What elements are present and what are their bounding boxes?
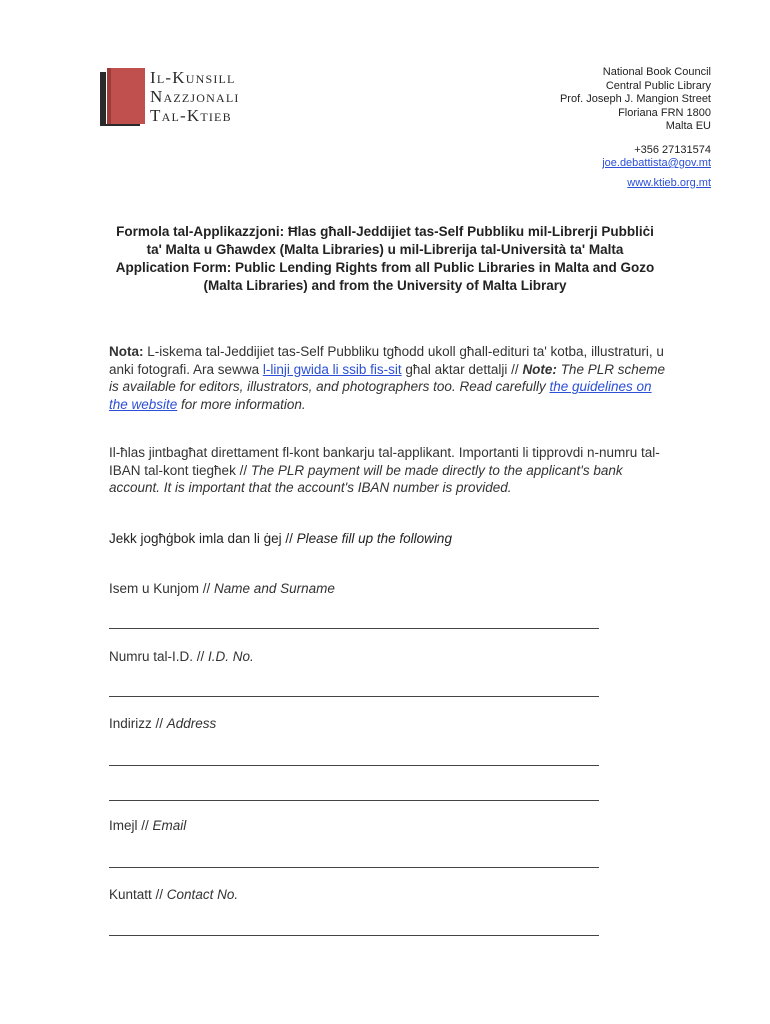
address-line: National Book Council xyxy=(602,66,711,78)
address-line: Central Public Library xyxy=(605,79,711,92)
note-paragraph xyxy=(109,343,669,413)
address-line: Malta EU xyxy=(665,120,711,132)
note-text-en: The PLR scheme is available for editors, illustrators, and photographers too. Read carefully xyxy=(109,361,665,394)
contact-input-line[interactable] xyxy=(109,935,599,936)
book-logo-icon xyxy=(98,66,148,128)
address-input-line-2[interactable] xyxy=(109,800,599,801)
id-label: Numru tal-I.D. // I.D. No. xyxy=(109,649,254,664)
logo-line-1: Il-Kunsill xyxy=(150,68,236,87)
form-title xyxy=(100,223,670,295)
logo-wordmark xyxy=(150,68,240,125)
note-text-mt: L-iskema tal-Jeddijiet tas-Self Pubbliku tgħodd ukoll għall-edituri ta' kotba, illustraturi, u anki fotografi. Ara sewwa xyxy=(109,344,664,377)
guidelines-link-en[interactable]: the guidelines on the website xyxy=(109,379,652,412)
guidelines-link-mt[interactable]: l-linji gwida li ssib fis-sit xyxy=(262,361,402,377)
payment-paragraph xyxy=(109,444,669,497)
note-label-en: Note: xyxy=(522,361,557,377)
website-link[interactable]: www.ktieb.org.mt xyxy=(627,176,711,189)
address-line: Floriana FRN 1800 xyxy=(618,106,711,119)
note-text-en-2: for more information. xyxy=(177,396,306,412)
name-label: Isem u Kunjom // Name and Surname xyxy=(109,581,335,596)
fill-instruction xyxy=(109,530,669,548)
council-logo xyxy=(98,66,278,130)
logo-line-2: Nazzjonali xyxy=(150,87,240,106)
phone-number: +356 27131574 xyxy=(634,143,711,156)
name-input-line[interactable] xyxy=(109,628,599,629)
note-label: Nota: xyxy=(109,344,144,359)
instruction-mt: Jekk jogħġbok imla dan li ġej // xyxy=(109,531,297,546)
payment-text-en: The PLR payment will be made directly to the applicant's bank account. It is important that the account's IBAN number is provided. xyxy=(109,462,623,495)
instruction-en: Please fill up the following xyxy=(296,531,452,546)
note-text-mt-2: għal aktar dettalji // xyxy=(401,361,523,377)
email-link[interactable]: joe.debattista@gov.mt xyxy=(602,157,711,169)
id-input-line[interactable] xyxy=(109,696,599,697)
contact-label: Kuntatt // Contact No. xyxy=(109,887,239,902)
address-label: Indirizz // Address xyxy=(109,716,217,731)
email-label: Imejl // Email xyxy=(109,818,187,833)
form-title-english: Application Form: Public Lending Rights from all Public Libraries in Malta and Gozo (Malta Libraries) and from the University of Malta Library xyxy=(115,260,655,293)
email-input-line[interactable] xyxy=(109,867,599,868)
address-block xyxy=(560,66,711,190)
address-input-line-1[interactable] xyxy=(109,765,599,766)
payment-text-mt: Il-ħlas jintbagħat direttament fl-kont bankarju tal-applikant. Importanti li tipprovdi n-numru tal-IBAN tal-kont tiegħek // xyxy=(109,445,660,478)
logo-line-3: Tal-Ktieb xyxy=(150,106,232,125)
form-title-maltese: Formola tal-Applikazzjoni: Ħlas għall-Jeddijiet tas-Self Pubbliku mil-Librerji Pubbliċi ta' Malta u Għawdex (Malta Libraries) u mil-Librerija tal-Università ta' Malta xyxy=(116,224,654,257)
address-line: Prof. Joseph J. Mangion Street xyxy=(559,93,711,105)
